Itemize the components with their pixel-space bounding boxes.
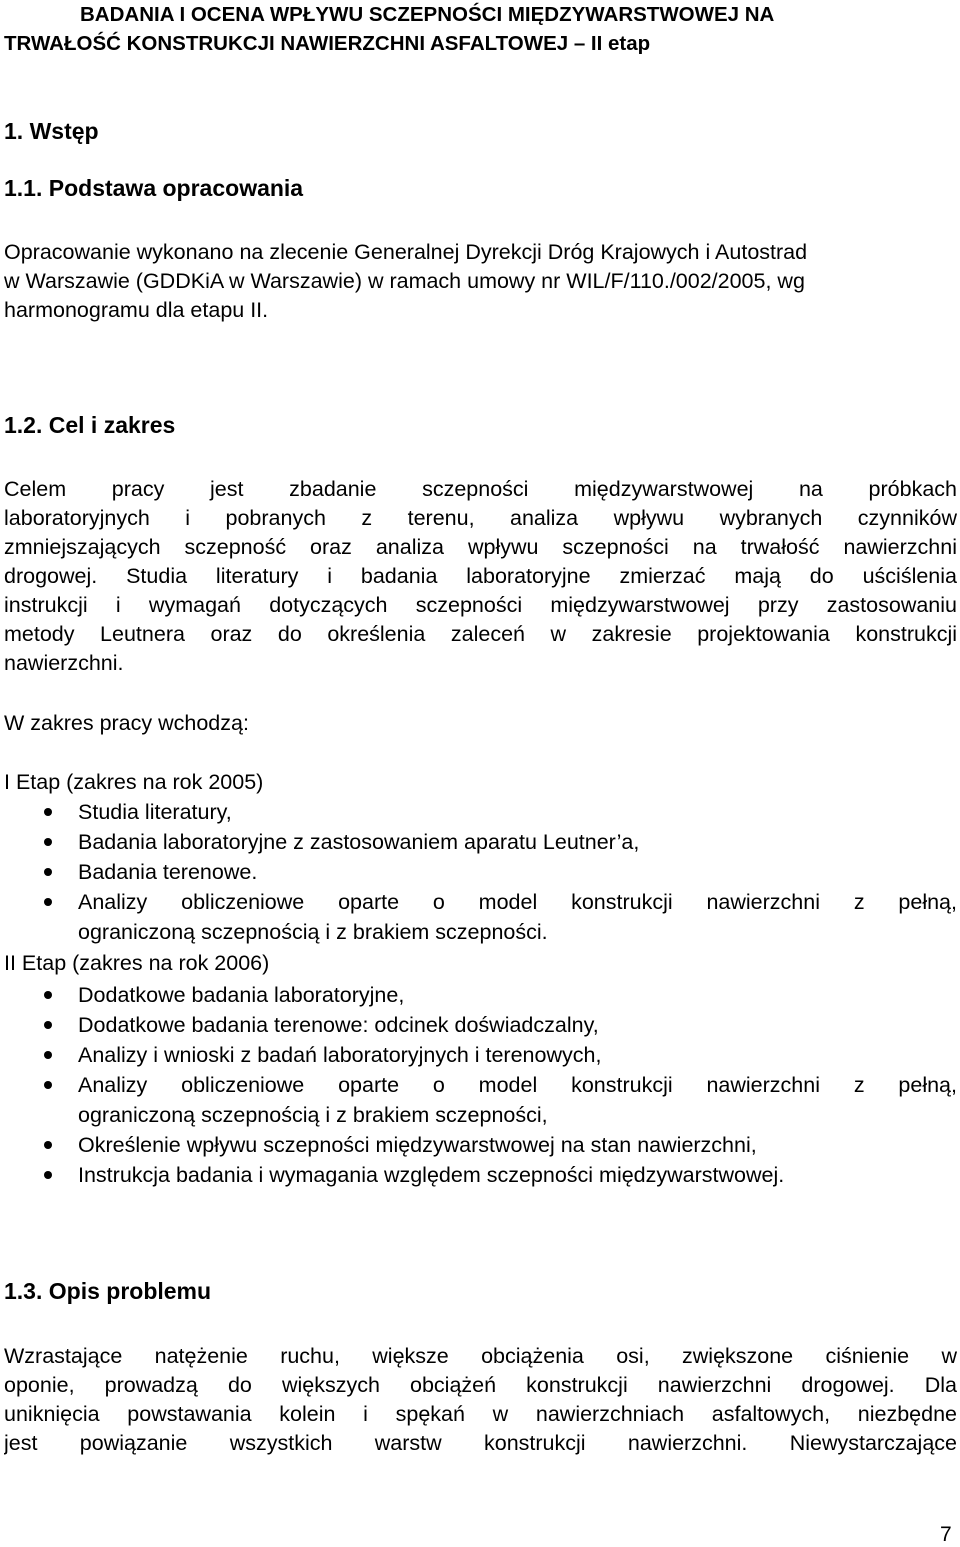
- scope-intro-text: W zakres pracy wchodzą:: [4, 711, 249, 735]
- bullet-icon: [44, 1021, 52, 1029]
- stage-2-heading: II Etap (zakres na rok 2006): [4, 951, 270, 975]
- list-item: Studia literatury,: [4, 797, 957, 827]
- basis-paragraph: [4, 238, 957, 325]
- list-item: Badania terenowe.: [4, 857, 957, 887]
- goal-line-5: instrukcji i wymagań dotyczących sczepności międzywarstwowej przy zastosowaniu: [4, 593, 957, 617]
- problem-line-3: uniknięcia powstawania kolein i spękań w nawierzchniach asfaltowych, niezbędne: [4, 1402, 957, 1426]
- bullet-icon: [44, 868, 52, 876]
- goal-line-3: zmniejszających sczepność oraz analiza wpływu sczepności na trwałość nawierzchni: [4, 535, 957, 559]
- list-item: Badania laboratoryjne z zastosowaniem aparatu Leutner’a,: [4, 827, 957, 857]
- list-item: Analizy obliczeniowe oparte o model konstrukcji nawierzchni z pełną, ograniczoną sczepnością i z brakiem sczepności,: [4, 1070, 957, 1130]
- basis-line-2: w Warszawie (GDDKiA w Warszawie) w ramach umowy nr WIL/F/110./002/2005, wg: [4, 269, 805, 293]
- goal-line-2: laboratoryjnych i pobranych z terenu, analiza wpływu wybranych czynników: [4, 506, 957, 530]
- stage-1-heading: I Etap (zakres na rok 2005): [4, 770, 264, 794]
- page-number: 7: [940, 1523, 952, 1546]
- problem-line-2: oponie, prowadzą do większych obciążeń konstrukcji nawierzchni drogowej. Dla: [4, 1373, 957, 1397]
- goal-paragraph: [4, 475, 957, 678]
- goal-line-6: metody Leutnera oraz do określenia zaleceń w zakresie projektowania konstrukcji: [4, 622, 957, 646]
- basis-line-3: harmonogramu dla etapu II.: [4, 298, 269, 322]
- bullet-icon: [44, 838, 52, 846]
- scope-intro: [4, 709, 957, 738]
- goal-line-7: nawierzchni.: [4, 651, 124, 675]
- bullet-icon: [44, 991, 52, 999]
- bullet-icon: [44, 898, 52, 906]
- goal-line-4: drogowej. Studia literatury i badania laboratoryjne zmierzać mają do uściślenia: [4, 564, 957, 588]
- bullet-icon: [44, 1141, 52, 1149]
- stage-2-list: [4, 980, 957, 1190]
- problem-line-1: Wzrastające natężenie ruchu, większe obciążenia osi, zwiększone ciśnienie w: [4, 1344, 957, 1368]
- section-heading-1-1: 1.1. Podstawa opracowania: [4, 175, 304, 201]
- document-title: [4, 0, 960, 58]
- section-heading-1-2: 1.2. Cel i zakres: [4, 412, 176, 438]
- list-item: Analizy i wnioski z badań laboratoryjnych i terenowych,: [4, 1040, 957, 1070]
- bullet-icon: [44, 1051, 52, 1059]
- basis-line-1: Opracowanie wykonano na zlecenie Generalnej Dyrekcji Dróg Krajowych i Autostrad: [4, 240, 808, 264]
- goal-line-1: Celem pracy jest zbadanie sczepności międzywarstwowej na próbkach: [4, 477, 957, 501]
- list-item: Dodatkowe badania terenowe: odcinek doświadczalny,: [4, 1010, 957, 1040]
- list-item: Analizy obliczeniowe oparte o model konstrukcji nawierzchni z pełną, ograniczoną sczepnością i z brakiem sczepności.: [4, 887, 957, 947]
- list-item: Określenie wpływu sczepności międzywarstwowej na stan nawierzchni,: [4, 1130, 957, 1160]
- bullet-icon: [44, 1171, 52, 1179]
- section-heading-1: 1. Wstęp: [4, 118, 99, 144]
- title-line-1: BADANIA I OCENA WPŁYWU SCZEPNOŚCI MIĘDZYWARSTWOWEJ NA: [80, 3, 775, 26]
- stage-1-list: [4, 797, 957, 947]
- problem-line-4: jest powiązanie wszystkich warstw konstrukcji nawierzchni. Niewystarczające: [4, 1431, 957, 1455]
- list-item: Instrukcja badania i wymagania względem sczepności międzywarstwowej.: [4, 1160, 957, 1190]
- list-item: Dodatkowe badania laboratoryjne,: [4, 980, 957, 1010]
- bullet-icon: [44, 808, 52, 816]
- stage-2-block: [4, 949, 957, 1187]
- section-heading-1-3: 1.3. Opis problemu: [4, 1278, 212, 1304]
- bullet-icon: [44, 1081, 52, 1089]
- stage-1-block: [4, 768, 957, 944]
- title-line-2: TRWAŁOŚĆ KONSTRUKCJI NAWIERZCHNI ASFALTOWEJ – II etap: [4, 32, 651, 55]
- problem-paragraph: [4, 1342, 957, 1458]
